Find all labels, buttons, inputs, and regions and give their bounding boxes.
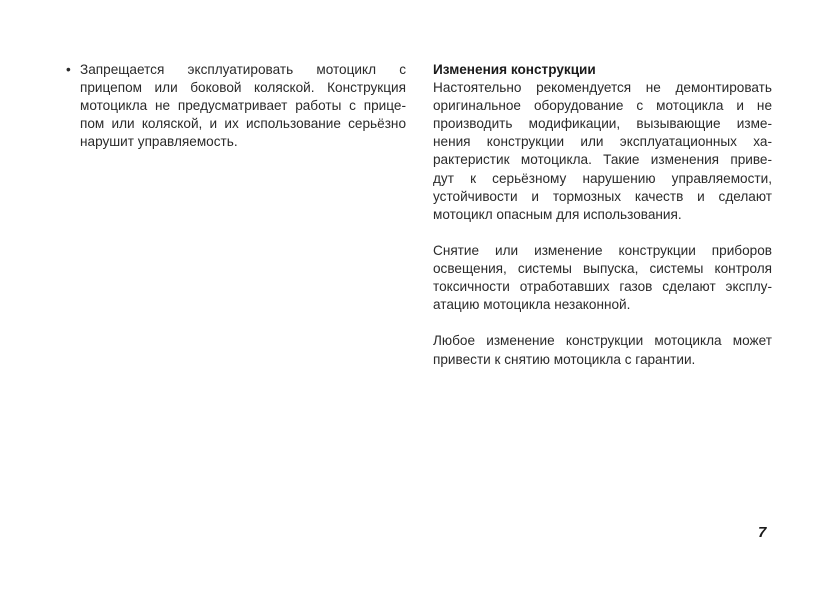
text-line: дут к серьёзному нарушению управляемости,	[433, 170, 772, 186]
paragraph-modifications	[433, 79, 772, 224]
text-line: нения конструкции или эксплуатационных ха-	[433, 134, 772, 150]
section-heading: Изменения конструкции	[433, 62, 596, 77]
text-line: рактеристик мотоцикла. Такие изменения приве-	[433, 152, 772, 168]
text-line: мотоцикла не предусматривает работы с прице-	[80, 98, 406, 114]
text-line: привести к снятию мотоцикла с гарантии.	[433, 351, 696, 367]
right-column	[433, 61, 772, 369]
text-line: устойчивости и тормозных качеств и сделают	[433, 188, 772, 204]
text-line: пом или коляской, и их использование серьёзно	[80, 116, 406, 132]
text-line: атацию мотоцикла незаконной.	[433, 297, 631, 313]
text-line: освещения, системы выпуска, системы контроля	[433, 261, 772, 277]
text-line: мотоцикл опасным для использования.	[433, 206, 682, 222]
text-line: Настоятельно рекомендуется не демонтировать	[433, 80, 772, 96]
text-line: нарушит управляемость.	[80, 134, 238, 150]
bullet-text	[80, 61, 406, 151]
paragraph-lighting-exhaust	[433, 242, 772, 314]
text-line: производить модификации, вызывающие изме-	[433, 116, 772, 132]
text-line: токсичности отработавших газов сделают эксплу-	[433, 279, 772, 295]
text-line: Любое изменение конструкции мотоцикла может	[433, 333, 772, 349]
text-line: оригинальное оборудование с мотоцикла и не	[433, 98, 772, 114]
text-line: Снятие или изменение конструкции приборов	[433, 242, 772, 258]
left-column	[66, 61, 406, 151]
paragraph-warranty	[433, 332, 772, 368]
page-number: 7	[758, 524, 767, 541]
warning-bullet-item	[66, 61, 406, 151]
text-line: Запрещается эксплуатировать мотоцикл с	[80, 62, 406, 77]
bullet-icon: •	[66, 62, 71, 77]
text-line: прицепом или боковой коляской. Конструкция	[80, 80, 406, 96]
